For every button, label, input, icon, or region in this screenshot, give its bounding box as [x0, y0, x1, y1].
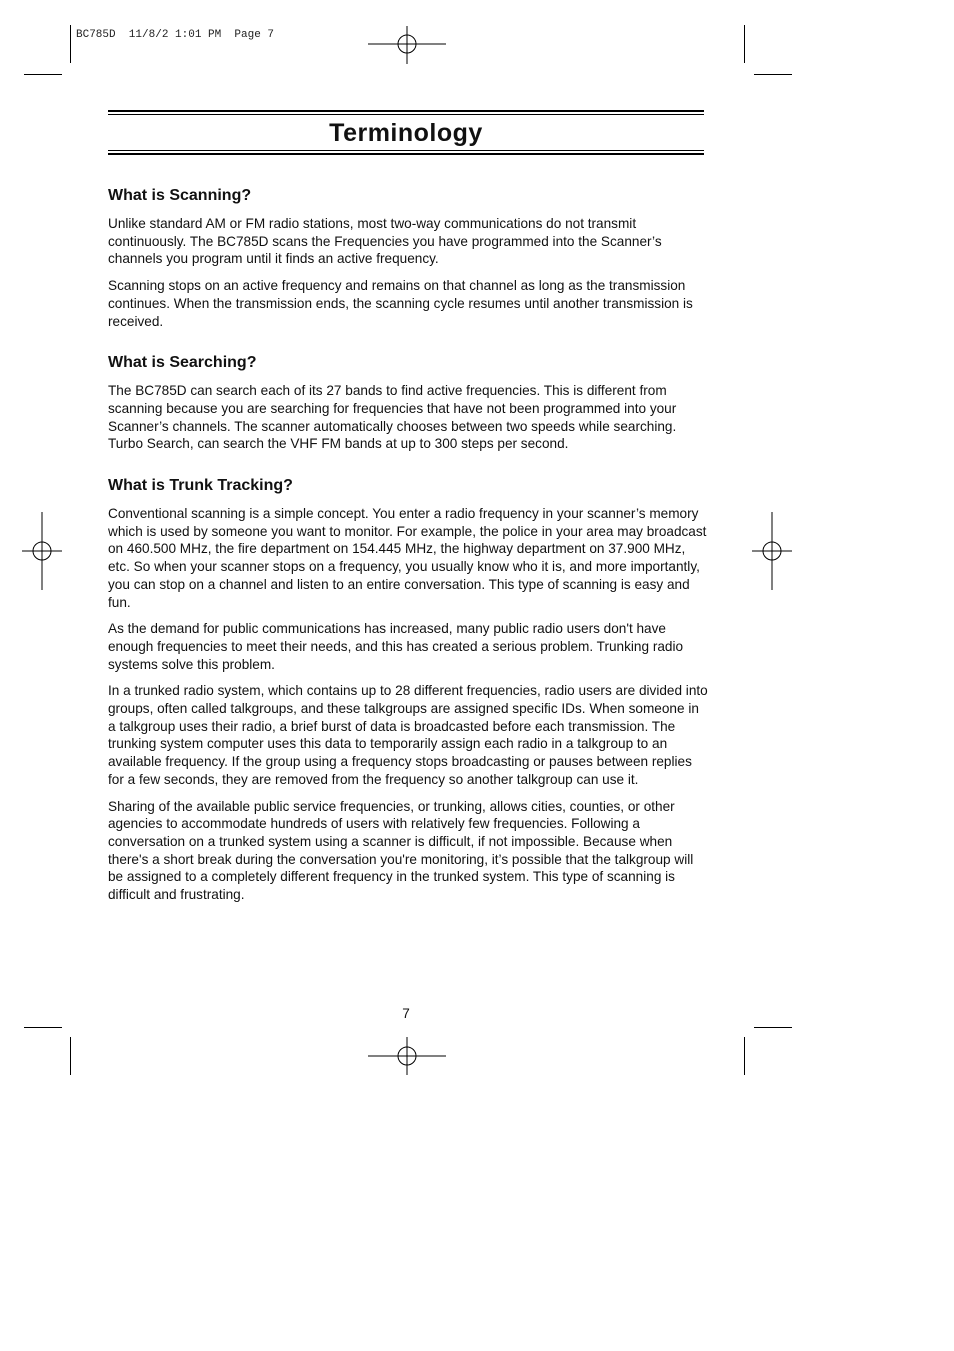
registration-mark-bottom-icon	[368, 1037, 446, 1077]
title-rule-top-thin	[108, 114, 704, 115]
crop-mark-bottom-right-horizontal	[754, 1027, 792, 1028]
crop-mark-bottom-left-horizontal	[24, 1027, 62, 1028]
crop-mark-top-left-vertical	[70, 25, 71, 63]
section-searching	[108, 352, 708, 453]
page-number: 7	[402, 1006, 410, 1021]
paragraph: As the demand for public communications has increased, many public radio users don't have enough frequencies to meet their needs, and this has created a serious problem. Trunking radio systems solve this problem.	[108, 621, 684, 672]
paragraph: The BC785D can search each of its 27 bands to find active frequencies. This is different from scanning because you are searching for frequencies that have not been programmed into your Scanner’s channels. The scanner automatically chooses between two speeds while searching. Turbo Search, can search the VHF FM bands at up to 300 steps per second.	[108, 383, 677, 452]
registration-mark-right-icon	[752, 512, 792, 590]
section-scanning	[108, 185, 708, 330]
crop-mark-bottom-left-vertical	[70, 1037, 71, 1075]
crop-mark-bottom-right-vertical	[744, 1037, 745, 1075]
section-heading: What is Scanning?	[108, 187, 252, 204]
registration-mark-top-icon	[368, 26, 446, 66]
section-trunk-tracking	[108, 475, 708, 904]
crop-mark-top-left-horizontal	[24, 74, 62, 75]
crop-mark-top-right-vertical	[744, 25, 745, 63]
main-content	[108, 185, 708, 926]
title-rule-bottom	[108, 153, 704, 155]
section-heading: What is Trunk Tracking?	[108, 477, 293, 495]
title-rule-bottom-thin	[108, 150, 704, 151]
title-block	[108, 110, 704, 155]
print-slug: BC785D 11/8/2 1:01 PM Page 7	[76, 29, 275, 41]
crop-mark-top-right-horizontal	[754, 74, 792, 75]
section-heading: What is Searching?	[108, 354, 257, 372]
paragraph: In a trunked radio system, which contains up to 28 different frequencies, radio users are divided into groups, often called talkgroups, and these talkgroups are assigned specific IDs. When someone in a talkgroup uses their radio, a brief burst of data is broadcasted before each transmission. The trunking system computer uses this data to temporarily assign each radio in a talkgroup to an available frequency. If the group using a frequency stops broadcasting or pauses between replies for a few seconds, they are removed from the frequency so another talkgroup can use it.	[108, 683, 708, 787]
registration-mark-left-icon	[22, 512, 62, 590]
paragraph: Conventional scanning is a simple concept. You enter a radio frequency in your scanner’s memory which is used by someone you want to monitor. For example, the police in your area may broadcast on 460.500 MHz, the fire department on 154.445 MHz, the highway department on 37.900 MHz, etc. So when your scanner stops on a frequency, you usually know who it is, and more importantly, you can stop on a channel and listen to an entire conversation. This type of scanning is easy and fun.	[108, 506, 707, 610]
paragraph: Scanning stops on an active frequency and remains on that channel as long as the transmission continues. When the transmission ends, the scanning cycle resumes until another transmission is received.	[108, 278, 693, 329]
title-rule-top	[108, 110, 704, 112]
paragraph: Sharing of the available public service frequencies, or trunking, allows cities, counties, or other agencies to accommodate hundreds of users with relatively few frequencies. Following a conversation on a trunked system using a scanner is difficult, if not impossible. Because when there's a short break during the conversation you're monitoring, it’s possible that the talkgroup will be assigned to a completely different frequency in the trunked system. This type of scanning is difficult and frustrating.	[108, 798, 694, 903]
page-title: Terminology	[329, 119, 483, 147]
paragraph: Unlike standard AM or FM radio stations, most two-way communications do not transmit continuously. The BC785D scans the Frequencies you have programmed into the Scanner’s channels you program until it finds an active frequency.	[108, 216, 662, 267]
